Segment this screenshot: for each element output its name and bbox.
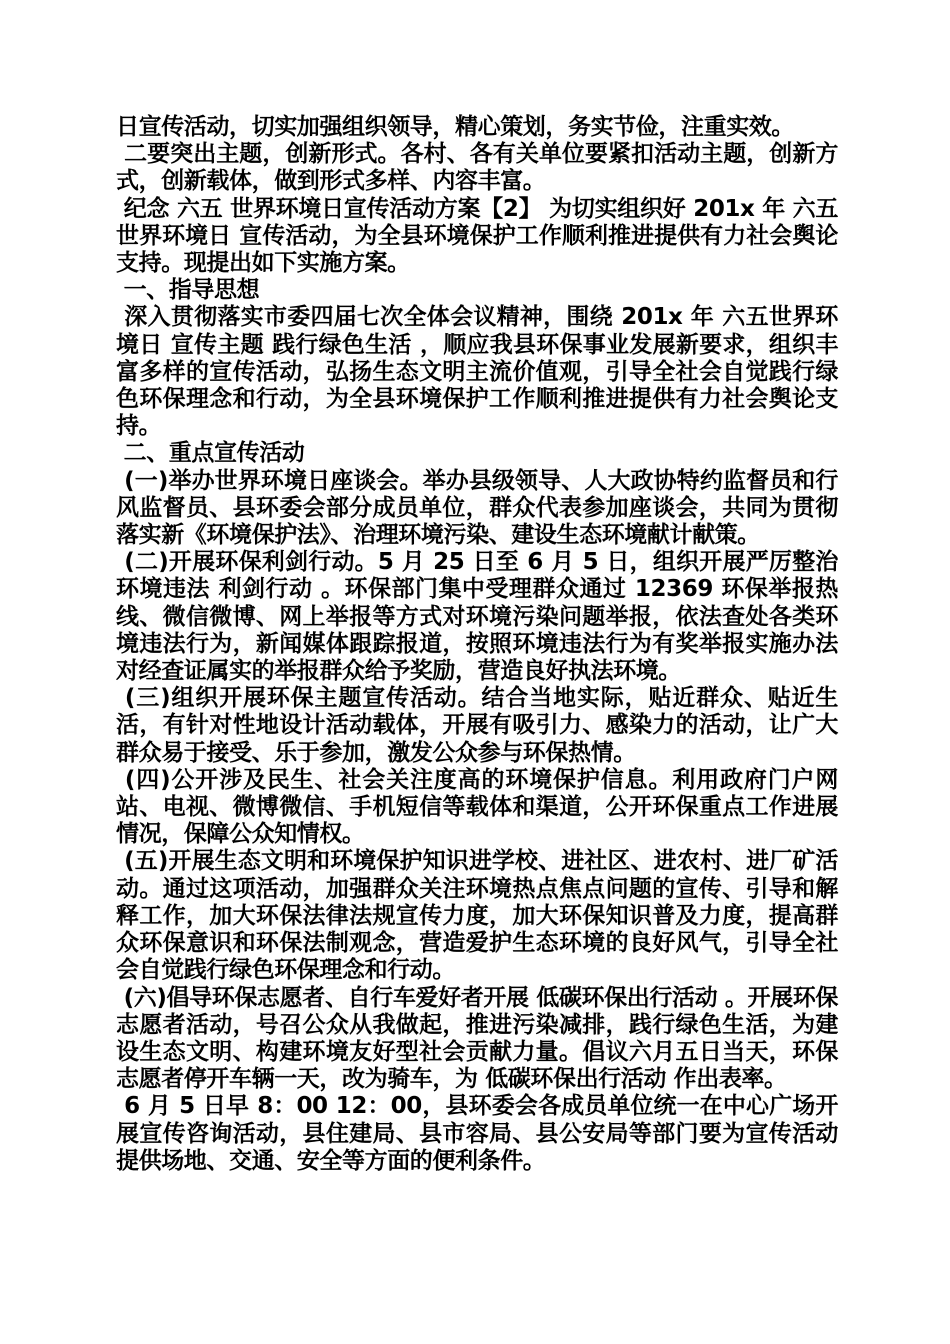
paragraph-activity-3: (三)组织开展环保主题宣传活动。结合当地实际，贴近群众、贴近生活，有针对性地设计活动载体，开展有吸引力、感染力的活动，让广大群众易于接受、乐于参加，激发公众参与环保热情。 <box>116 685 838 766</box>
paragraph-activity-6: (六)倡导环保志愿者、自行车爱好者开展 低碳环保出行活动 。开展环保志愿者活动，号召公众从我做起，推进污染减排，践行绿色生活，为建设生态文明、构建环境友好型社会贡献力量。倡议六月五日当天，环保志愿者停开车辆一天，改为骑车，为 低碳环保出行活动 作出表率。 <box>116 984 838 1093</box>
paragraph-activity-1: (一)举办世界环境日座谈会。举办县级领导、人大政协特约监督员和行风监督员、县环委会部分成员单位，群众代表参加座谈会，共同为贯彻落实新《环境保护法》、治理环境污染、建设生态环境献计献策。 <box>116 467 838 549</box>
document-body <box>116 114 838 1175</box>
paragraph-highlight-theme: 二要突出主题，创新形式。各村、各有关单位要紧扣活动主题，创新方式，创新载体，做到形式多样、内容丰富。 <box>116 141 838 195</box>
section-heading-key-activities: 二、重点宣传活动 <box>116 440 305 467</box>
paragraph-closing-previous: 日宣传活动，切实加强组织领导，精心策划，务实节俭，注重实效。 <box>116 114 795 140</box>
paragraph-activity-4: (四)公开涉及民生、社会关注度高的环境保护信息。利用政府门户网站、电视、微博微信、手机短信等载体和渠道，公开环保重点工作进展情况，保障公众知情权。 <box>116 766 838 848</box>
paragraph-activity-2: (二)开展环保利剑行动。5 月 25 日至 6 月 5 日，组织开展严厉整治环境违法 利剑行动 。环保部门集中受理群众通过 12369 环保举报热线、微信微博、网上举报等方式对环境污染问题举报，依法查处各类环境违法行为，新闻媒体跟踪报道，按照环境违法行为有奖举报实施办法对经查证属实的举报群众给予奖励，营造良好执法环境。 <box>116 549 838 685</box>
paragraph-guiding-ideology: 深入贯彻落实市委四届七次全体会议精神，围绕 201x 年 六五世界环境日 宣传主题 践行绿色生活 ，顺应我县环保事业发展新要求，组织丰富多样的宣传活动，弘扬生态文明主流价值观，引导全社会自觉践行绿色环保理念和行动，为全县环境保护工作顺利推进提供有力社会舆论支持。 <box>116 304 838 440</box>
section-heading-guiding-ideology: 一、指导思想 <box>116 277 260 304</box>
paragraph-activity-5: (五)开展生态文明和环境保护知识进学校、进社区、进农村、进厂矿活动。通过这项活动，加强群众关注环境热点焦点问题的宣传、引导和解释工作，加大环保法律法规宣传力度，加大环保知识普及力度，提高群众环保意识和环保法制观念，营造爱护生态环境的良好风气，引导全社会自觉践行绿色环保理念和行动。 <box>116 848 838 984</box>
paragraph-june-5-event: 6 月 5 日早 8：00 12：00，县环委会各成员单位统一在中心广场开展宣传咨询活动，县住建局、县市容局、县公安局等部门要为宣传活动提供场地、交通、安全等方面的便利条件。 <box>116 1093 838 1174</box>
paragraph-plan-intro: 纪念 六五 世界环境日宣传活动方案【2】 为切实组织好 201x 年 六五世界环境日 宣传活动，为全县环境保护工作顺利推进提供有力社会舆论支持。现提出如下实施方案。 <box>116 195 839 277</box>
